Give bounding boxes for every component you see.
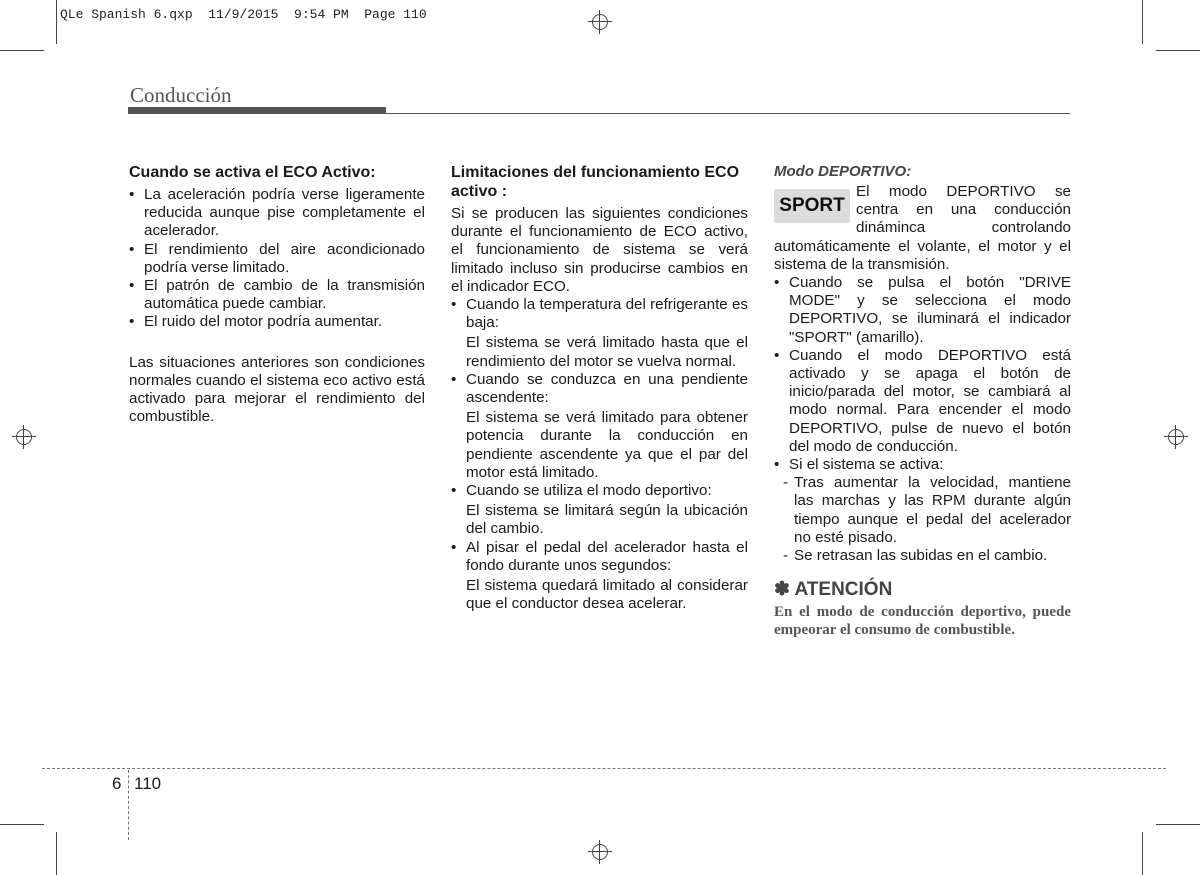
- crop-mark: [1156, 824, 1200, 825]
- sport-mode-intro: El modo DEPORTIVO se centra en una conducción dináminca controlando automáticamente el volante, el motor y el sistema de la transmisión.: [774, 183, 1071, 273]
- list-item: • Cuando el modo DEPORTIVO está activado y se apaga el botón de inicio/parada del motor, se cambiará al modo normal. Para encender el modo DEPORTIVO, pulse de nuevo el botón del modo de conducción.: [774, 347, 1071, 456]
- registration-mark-icon: [588, 840, 612, 864]
- limitations-intro: Si se producen las siguientes condiciones durante el funcionamiento de ECO activo, el funcionamiento de sistema se verá limitado incluso sin producirse cambios en el indicador ECO.: [451, 205, 748, 295]
- attention-body: En el modo de conducción deportivo, puede empeorar el consumo de combustible.: [774, 604, 1071, 639]
- list-item: [451, 482, 748, 539]
- limitations-list: [451, 296, 748, 613]
- registration-mark-icon: [1164, 425, 1188, 449]
- eco-effects-list: [129, 186, 425, 332]
- list-item-detail: El sistema quedará limitado al considerar que el conductor desea acelerar.: [466, 577, 748, 613]
- column-2: [451, 163, 748, 613]
- list-item-text: • Cuando se conduzca en una pendiente ascendente:: [466, 370, 748, 407]
- list-item: [451, 539, 748, 614]
- limitations-heading: Limitaciones del funcionamiento ECO activo :: [451, 164, 740, 200]
- section-title: Conducción: [130, 83, 232, 107]
- crop-mark: [0, 50, 44, 51]
- list-item: • La aceleración podría verse ligeramente reducida aunque pise completamente el acelerador.: [129, 186, 425, 241]
- footer-divider: [128, 770, 129, 840]
- list-item: [451, 371, 748, 482]
- list-item: [451, 296, 748, 371]
- crop-mark: [1142, 832, 1143, 875]
- list-item: • El ruido del motor podría aumentar.: [129, 313, 425, 331]
- list-item: • El patrón de cambio de la transmisión automática puede cambiar.: [129, 277, 425, 313]
- list-item-detail: El sistema se limitará según la ubicación del cambio.: [466, 502, 748, 538]
- crop-mark: [56, 832, 57, 875]
- column-1: [129, 163, 425, 426]
- list-item-detail: El sistema se verá limitado hasta que el rendimiento del motor se vuelva normal.: [466, 334, 748, 370]
- header-rule-thin: [386, 113, 1070, 114]
- list-item-text: • Al pisar el pedal del acelerador hasta el fondo durante unos segundos:: [466, 538, 748, 574]
- header-rule-thick: [128, 107, 386, 114]
- chapter-number: 6: [112, 774, 122, 793]
- page-number: 110: [134, 774, 162, 793]
- list-item: • El rendimiento del aire acondicionado podría verse limitado.: [129, 241, 425, 277]
- crop-mark: [1156, 50, 1200, 51]
- footer-rule: [42, 768, 1166, 769]
- list-item-text: • Cuando se utiliza el modo deportivo:: [466, 482, 712, 500]
- registration-mark-icon: [588, 10, 612, 34]
- crop-mark: [56, 0, 57, 44]
- sport-mode-list: [774, 274, 1071, 474]
- sport-mode-dash-list: [774, 474, 1071, 565]
- list-item: • Si el sistema se activa:: [774, 456, 1071, 474]
- list-item: - Se retrasan las subidas en el cambio.: [774, 547, 1071, 565]
- sport-mode-heading: Modo DEPORTIVO:: [774, 163, 912, 180]
- crop-mark: [0, 824, 44, 825]
- column-3: [774, 163, 1071, 639]
- list-item-detail: El sistema se verá limitado para obtener potencia durante la conducción en pendiente ascendente ya que el par del motor está limitado.: [466, 409, 748, 481]
- eco-active-heading: Cuando se activa el ECO Activo:: [129, 164, 376, 181]
- list-item: - Tras aumentar la velocidad, mantiene las marchas y las RPM durante algún tiempo aunque el pedal del acelerador no esté pisado.: [774, 474, 1071, 547]
- print-slug: QLe Spanish 6.qxp 11/9/2015 9:54 PM Page 110: [60, 7, 427, 22]
- list-item: • Cuando se pulsa el botón "DRIVE MODE" y se selecciona el modo DEPORTIVO, se iluminará el indicador "SPORT" (amarillo).: [774, 274, 1071, 347]
- crop-mark: [1142, 0, 1143, 44]
- sport-badge-icon: SPORT: [774, 189, 850, 223]
- list-item-text: • Cuando la temperatura del refrigerante es baja:: [466, 296, 748, 332]
- eco-note-paragraph: Las situaciones anteriores son condiciones normales cuando el sistema eco activo está activado para mejorar el rendimiento del combustible.: [129, 353, 425, 426]
- registration-mark-icon: [12, 425, 36, 449]
- attention-heading: ✽ ATENCIÓN: [774, 579, 893, 601]
